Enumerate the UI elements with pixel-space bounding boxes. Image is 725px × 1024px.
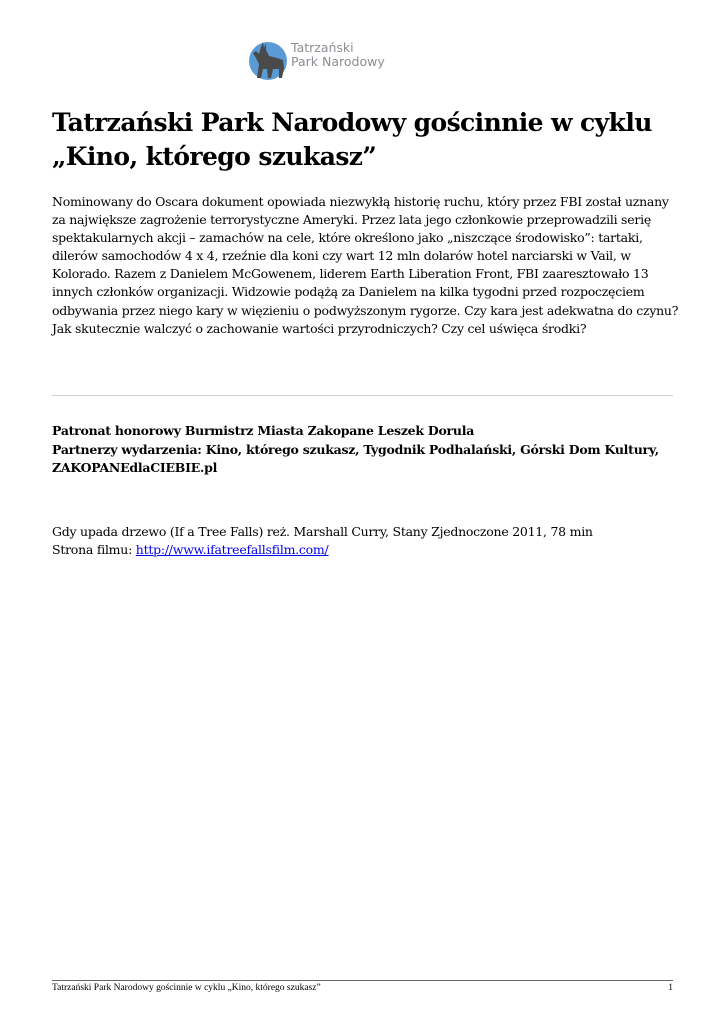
page-number: 1 — [668, 983, 673, 993]
logo-text-line1: Tatrzański — [291, 40, 354, 55]
film-info-block — [52, 523, 682, 559]
logo-text-line2: Park Narodowy — [291, 54, 385, 69]
film-info: Gdy upada drzewo (If a Tree Falls) reż. Marshall Curry, Stany Zjednoczone 2011, 78 min — [52, 524, 593, 539]
article-title: Tatrzański Park Narodowy gościnnie w cyklu „Kino, którego szukasz” — [52, 108, 652, 171]
footer-rule — [52, 980, 673, 981]
section-divider — [52, 395, 673, 396]
partners-text: Partnerzy wydarzenia: Kino, którego szukasz, Tygodnik Podhalański, Górski Dom Kultury, ZAKOPANEdlaCIEBIE.pl — [52, 441, 659, 475]
patronage-text: Patronat honorowy Burmistrz Miasta Zakopane Leszek Dorula — [52, 423, 475, 438]
film-site-line — [52, 541, 682, 559]
film-site-label: Strona filmu: — [52, 542, 136, 558]
footer-title: Tatrzański Park Narodowy gościnnie w cyklu „Kino, którego szukasz” — [52, 983, 321, 993]
article-body: Nominowany do Oscara dokument opowiada niezwykłą historię ruchu, który przez FBI został uznany za największe zagrożenie terrorystyczne Ameryki. Przez lata jego członkowie przeprowadzili serię spektakularnych akcji – zamachów na cele, które określono jako „niszczące środowisko”: tartaki, dilerów samochodów 4 x 4, rzeźnie dla koni czy wart 12 mln dolarów hotel narciarski w Vail, w Kolorado. Razem z Danielem McGowenem, liderem Earth Liberation Front, FBI zaaresztowało 13 innych członków organizacji. Widzowie podążą za Danielem na kilka tygodni przed rozpoczęciem odbywania przez niego kary w więzieniu o podwyższonym rygorze. Czy kara jest adekwatna do czynu? Jak skutecznie walczyć o zachowanie wartości przyrodniczych? Czy cel uświęca środki? — [52, 194, 679, 336]
patronage-block — [52, 422, 682, 478]
site-logo[interactable] — [247, 38, 387, 82]
chamois-logo-icon — [247, 38, 291, 82]
film-site-link[interactable]: http://www.ifatreefallsfilm.com/ — [135, 542, 329, 558]
